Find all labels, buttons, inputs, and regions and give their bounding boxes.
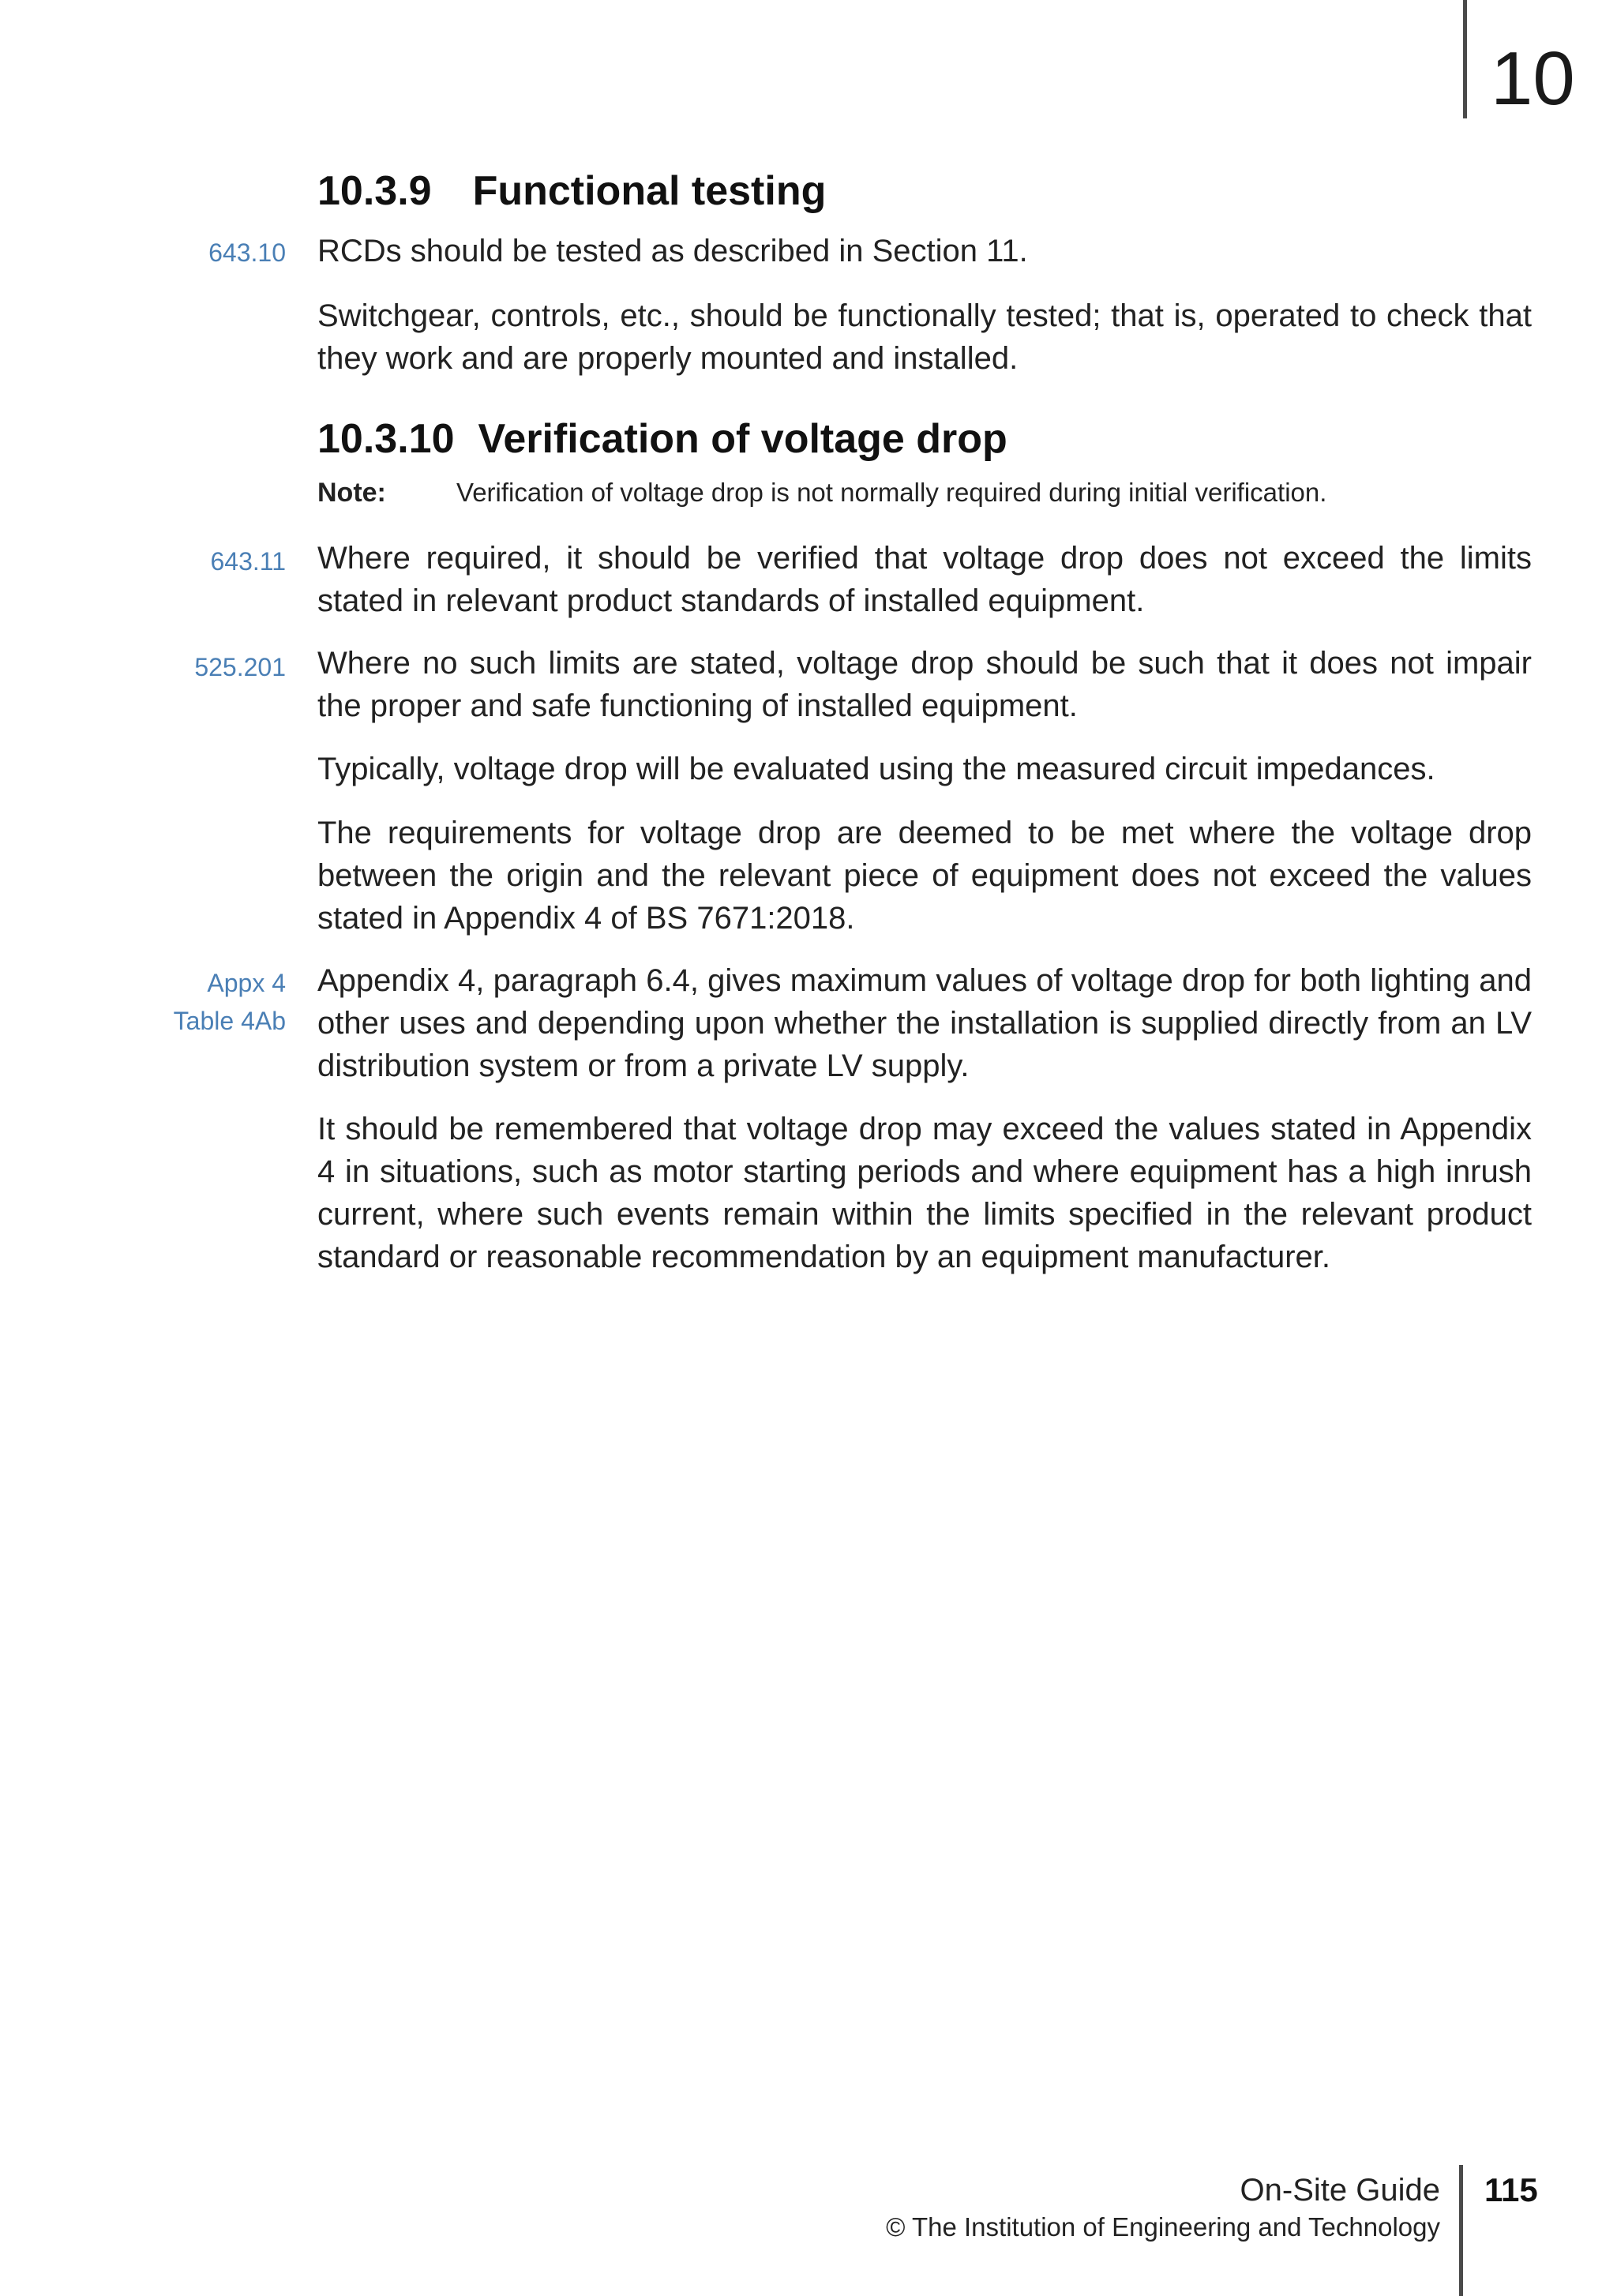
section-title: Functional testing [472,168,827,214]
footer-book-title: On-Site Guide [1240,2173,1440,2208]
note [317,471,1326,514]
paragraph: Switchgear, controls, etc., should be functionally tested; that is, operated to check that they work and are properly mounted and installed. [317,298,1532,376]
footer-copyright: © The Institution of Engineering and Technology [886,2212,1440,2242]
margin-reference: 643.11 [210,547,286,576]
note-label: Note: [317,478,386,508]
paragraph: Typically, voltage drop will be evaluated using the measured circuit impedances. [317,752,1435,786]
section-title: Verification of voltage drop [478,416,1007,462]
paragraph: Appendix 4, paragraph 6.4, gives maximum values of voltage drop for both lighting and other uses and depending upon whether the installation is supplied directly from an LV distribution system or from a private LV supply. [317,963,1532,1083]
page-number: 115 [1484,2171,1538,2208]
paragraph: Where no such limits are stated, voltage drop should be such that it does not impair the proper and safe functioning of installed equipment. [317,646,1532,723]
margin-reference: 525.201 [194,653,286,681]
margin-reference: Appx 4 [207,969,286,997]
footer-divider [1459,2165,1463,2296]
chapter-divider [1463,0,1467,118]
margin-reference: 643.10 [208,238,286,267]
section-number: 10.3.10 [317,416,455,462]
paragraph: The requirements for voltage drop are deemed to be met where the voltage drop between the origin and the relevant piece of equipment does not exceed the values stated in Appendix 4 of BS 7671:2018. [317,816,1532,936]
paragraph: RCDs should be tested as described in Section 11. [317,234,1028,268]
section-number: 10.3.9 [317,168,432,214]
paragraph: It should be remembered that voltage drop may exceed the values stated in Appendix 4 in situations, such as motor starting periods and where equipment has a high inrush current, where such events remain within the limits specified in the relevant product standard or reasonable recommendation by an equipment manufacturer. [317,1112,1532,1274]
note-text: Verification of voltage drop is not normally required during initial verification. [456,478,1327,507]
margin-reference: Table 4Ab [173,1007,286,1035]
chapter-number: 10 [1491,36,1575,121]
paragraph: Where required, it should be verified that voltage drop does not exceed the limits stated in relevant product standards of installed equipment. [317,541,1532,618]
section-heading-functional-testing [317,169,826,214]
section-heading-voltage-drop [317,417,1007,462]
